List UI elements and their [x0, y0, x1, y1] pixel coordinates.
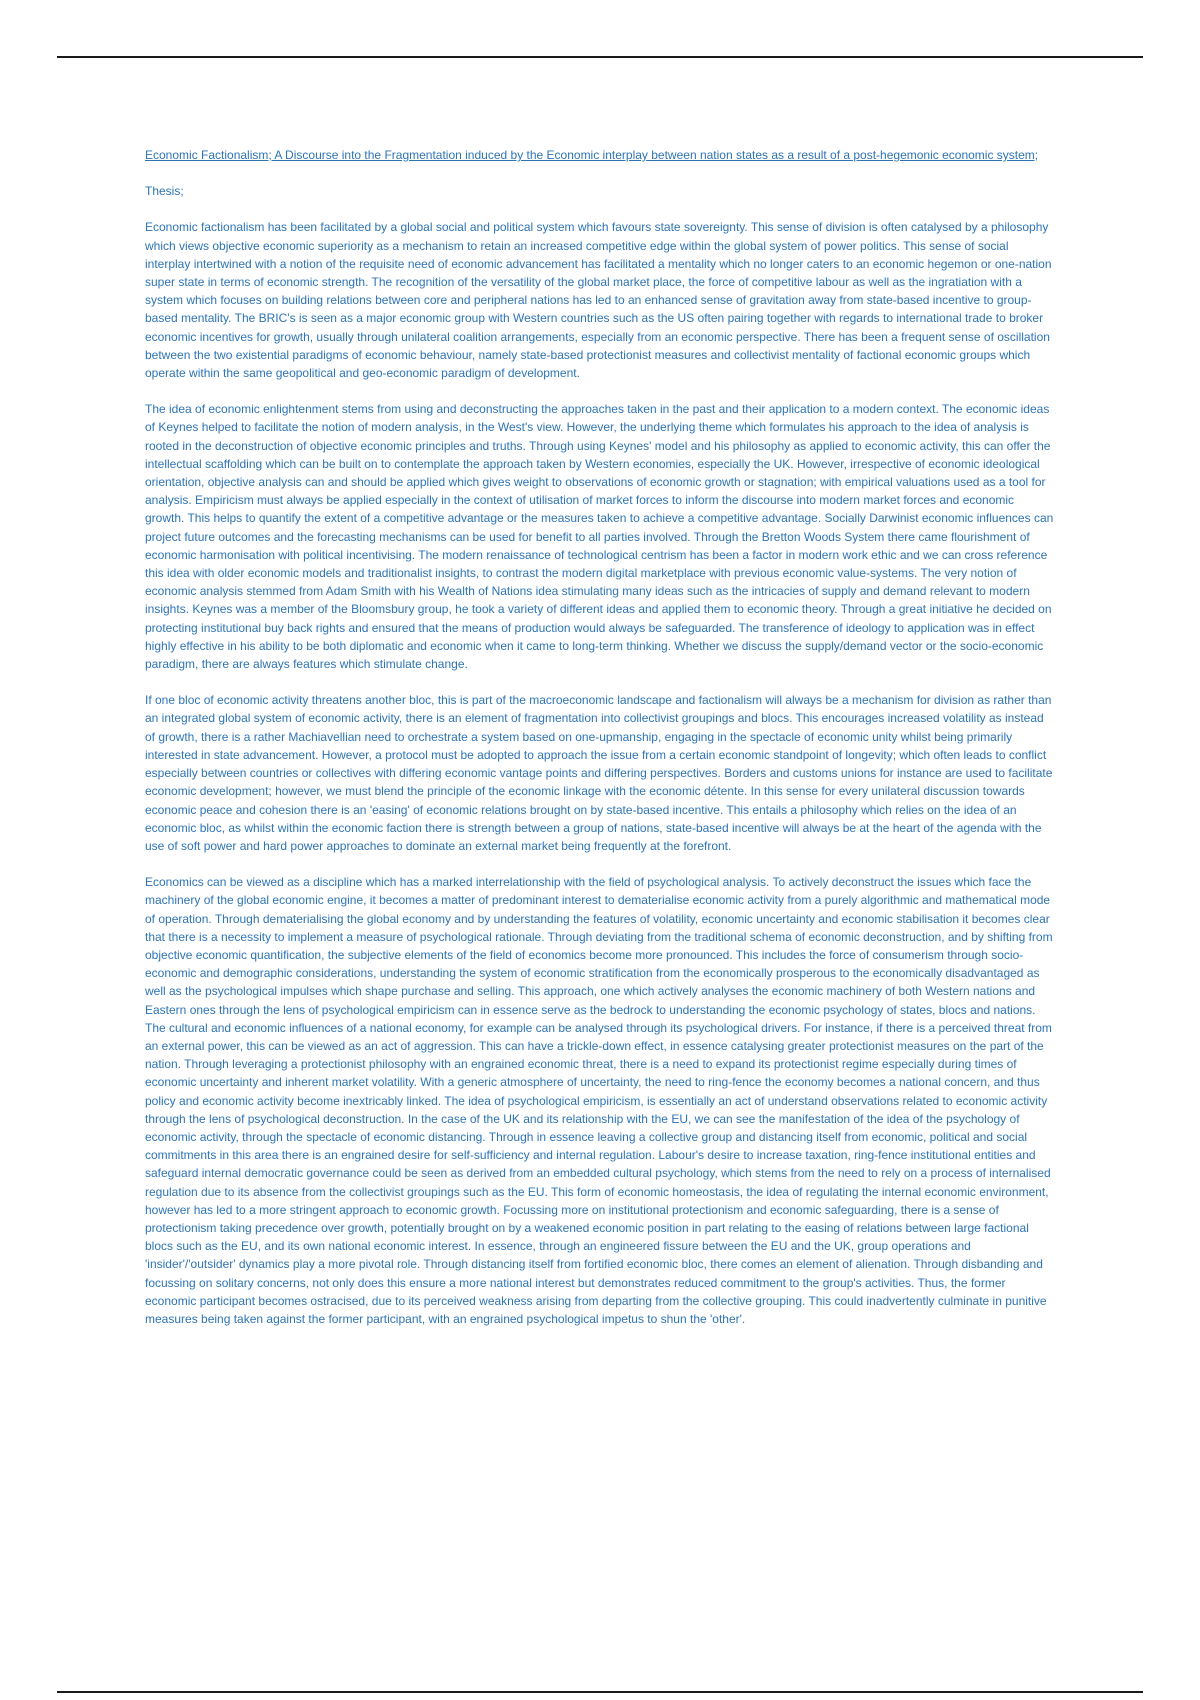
footer-rule: [57, 1691, 1143, 1693]
paragraph-4: Economics can be viewed as a discipline which has a marked interrelationship with the field of psychological analysis. To actively deconstruct the issues which face the machinery of the global economic engine, it becomes a matter of predominant interest to dematerialise economic activity from a purely algorithmic and mathematical mode of operation. Through dematerialising the global economy and by understanding the features of volatility, economic uncertainty and economic stabilisation it becomes clear that there is a necessity to implement a measure of psychological rationale. Through deviating from the traditional schema of economic deconstruction, and by shifting from objective economic quantification, the subjective elements of the field of economics become more pronounced. This includes the force of consumerism through socio-economic and demographic considerations, understanding the system of economic stratification from the economically prosperous to the economically disadvantaged as well as the psychological impulses which shape purchase and selling. This approach, one which actively analyses the economic machinery of both Western nations and Eastern ones through the lens of psychological empiricism can in essence serve as the bedrock to understanding the economic psychology of states, blocs and nations. The cultural and economic influences of a national economy, for example can be analysed through its psychological drivers. For instance, if there is a perceived threat from an external power, this can be viewed as an act of aggression. This can have a trickle-down effect, in essence catalysing greater protectionist measures on the part of the nation. Through leveraging a protectionist philosophy with an engrained economic threat, there is a need to expand its protectionist regime especially during times of economic uncertainty and inherent market volatility. With a generic atmosphere of uncertainty, the need to ring-fence the economy becomes a national concern, and thus policy and economic activity become inextricably linked. The idea of psychological empiricism, is essentially an act of understand observations related to economic activity through the lens of psychological deconstruction. In the case of the UK and its relationship with the EU, we can see the manifestation of the idea of the psychology of economic activity, through the spectacle of economic distancing. Through in essence leaving a collective group and distancing itself from economic, political and social commitments in this area there is an engrained desire for self-sufficiency and internal regulation. Labour's desire to increase taxation, ring-fence institutional entities and safeguard internal democratic governance could be seen as derived from an embedded cultural psychology, which stems from the need to rely on a process of internalised regulation due to its absence from the collectivist groupings such as the EU. This form of economic homeostasis, the idea of regulating the internal economic environment, however has led to a more stringent approach to economic growth. Focussing more on institutional protectionism and economic safeguarding, there is a sense of protectionism taking precedence over growth, potentially brought on by a weakened economic position in part relating to the easing of relations between large factional blocs such as the EU, and its own national economic interest. In essence, through an engineered fissure between the EU and the UK, group operations and 'insider'/'outsider' dynamics play a more pivotal role. Through distancing itself from fortified economic bloc, there comes an element of alienation. Through disbanding and focussing on solitary concerns, not only does this ensure a more national interest but demonstrates reduced commitment to the group's activities. Thus, the former economic participant becomes ostracised, due to its perceived weakness arising from departing from the collective grouping. This could inadvertently culminate in punitive measures being taken against the former participant, with an engrained psychological impetus to shun the 'other'.: [145, 875, 1053, 1326]
paragraph-1: Economic factionalism has been facilitated by a global social and political system which favours state sovereignty. This sense of division is often catalysed by a philosophy which views objective economic superiority as a mechanism to retain an increased competitive edge within the global system of power politics. This sense of social interplay intertwined with a notion of the requisite need of economic advancement has facilitated a mentality which no longer caters to an economic hegemon or one-nation super state in terms of economic strength. The recognition of the versatility of the global market place, the force of competitive labour as well as the ingratiation with a system which focuses on building relations between core and peripheral nations has led to an enhanced sense of gravitation away from state-based incentive to group-based mentality. The BRIC's is seen as a major economic group with Western countries such as the US often pairing together with regards to international trade to broker economic incentives for growth, usually through unilateral coalition arrangements, especially from an economic perspective. There has been a frequent sense of oscillation between the two existential paradigms of economic behaviour, namely state-based protectionist measures and collectivist mentality of factional economic groups which operate within the same geopolitical and geo-economic paradigm of development.: [145, 220, 1052, 381]
document-body: [145, 146, 1055, 1346]
paragraph-3: If one bloc of economic activity threatens another bloc, this is part of the macroeconomic landscape and factionalism will always be a mechanism for division as rather than an integrated global system of economic activity, there is an element of fragmentation into collectivist groupings and blocs. This encourages increased volatility as instead of growth, there is a rather Machiavellian need to orchestrate a system based on one-upmanship, engaging in the spectacle of economic unity whilst being primarily interested in state advancement. However, a protocol must be adopted to approach the issue from a certain economic standpoint of longevity; which often leads to conflict especially between countries or collectives with differing economic vantage points and differing perspectives. Borders and customs unions for instance are used to facilitate economic development; however, we must blend the principle of the economic linkage with the economic détente. In this sense for every unilateral discussion towards economic peace and cohesion there is an 'easing' of economic relations brought on by state-based incentive. This entails a philosophy which relies on the idea of an economic bloc, as whilst within the economic faction there is strength between a group of nations, state-based incentive will always be at the heart of the agenda with the use of soft power and hard power approaches to dominate an external market being frequently at the forefront.: [145, 693, 1053, 853]
document-title: Economic Factionalism; A Discourse into the Fragmentation induced by the Economic interplay between nation states as a result of a post-hegemonic economic system;: [145, 148, 1039, 162]
header-rule: [57, 56, 1143, 58]
thesis-label: Thesis;: [145, 184, 184, 199]
paragraph-2: The idea of economic enlightenment stems from using and deconstructing the approaches taken in the past and their application to a modern context. The economic ideas of Keynes helped to facilitate the notion of modern analysis, in the West's view. However, the underlying theme which formulates his approach to the idea of analysis is rooted in the deconstruction of objective economic principles and truths. Through using Keynes' model and his philosophy as applied to economic activity, this can offer the intellectual scaffolding which can be built on to contemplate the approach taken by Western economies, especially the UK. However, irrespective of economic ideological orientation, objective analysis can and should be applied which gives weight to observations of economic growth or stagnation; with empirical valuations used as a tool for analysis. Empiricism must always be applied especially in the context of utilisation of market forces to inform the discourse into modern market forces and economic growth. This helps to quantify the extent of a competitive advantage or the measures taken to achieve a competitive advantage. Socially Darwinist economic influences can project future outcomes and the forecasting mechanisms can be used for benefit to all parties involved. Through the Bretton Woods System there came flourishment of economic harmonisation with political incentivising. The modern renaissance of technological centrism has been a factor in modern work ethic and we can cross reference this idea with older economic models and traditionalist insights, to contrast the modern digital marketplace with previous economic value-systems. The very notion of economic analysis stemmed from Adam Smith with his Wealth of Nations idea stimulating many ideas such as the intricacies of supply and demand relevant to modern insights. Keynes was a member of the Bloomsbury group, he took a variety of different ideas and applied them to economic theory. Through a great initiative he decided on protecting institutional buy back rights and ensured that the means of production would always be safeguarded. The transference of ideology to application was in effect highly effective in his ability to be both diplomatic and economic when it came to long-term thinking. Whether we discuss the supply/demand vector or the socio-economic paradigm, there are always features which stimulate change.: [145, 402, 1054, 672]
